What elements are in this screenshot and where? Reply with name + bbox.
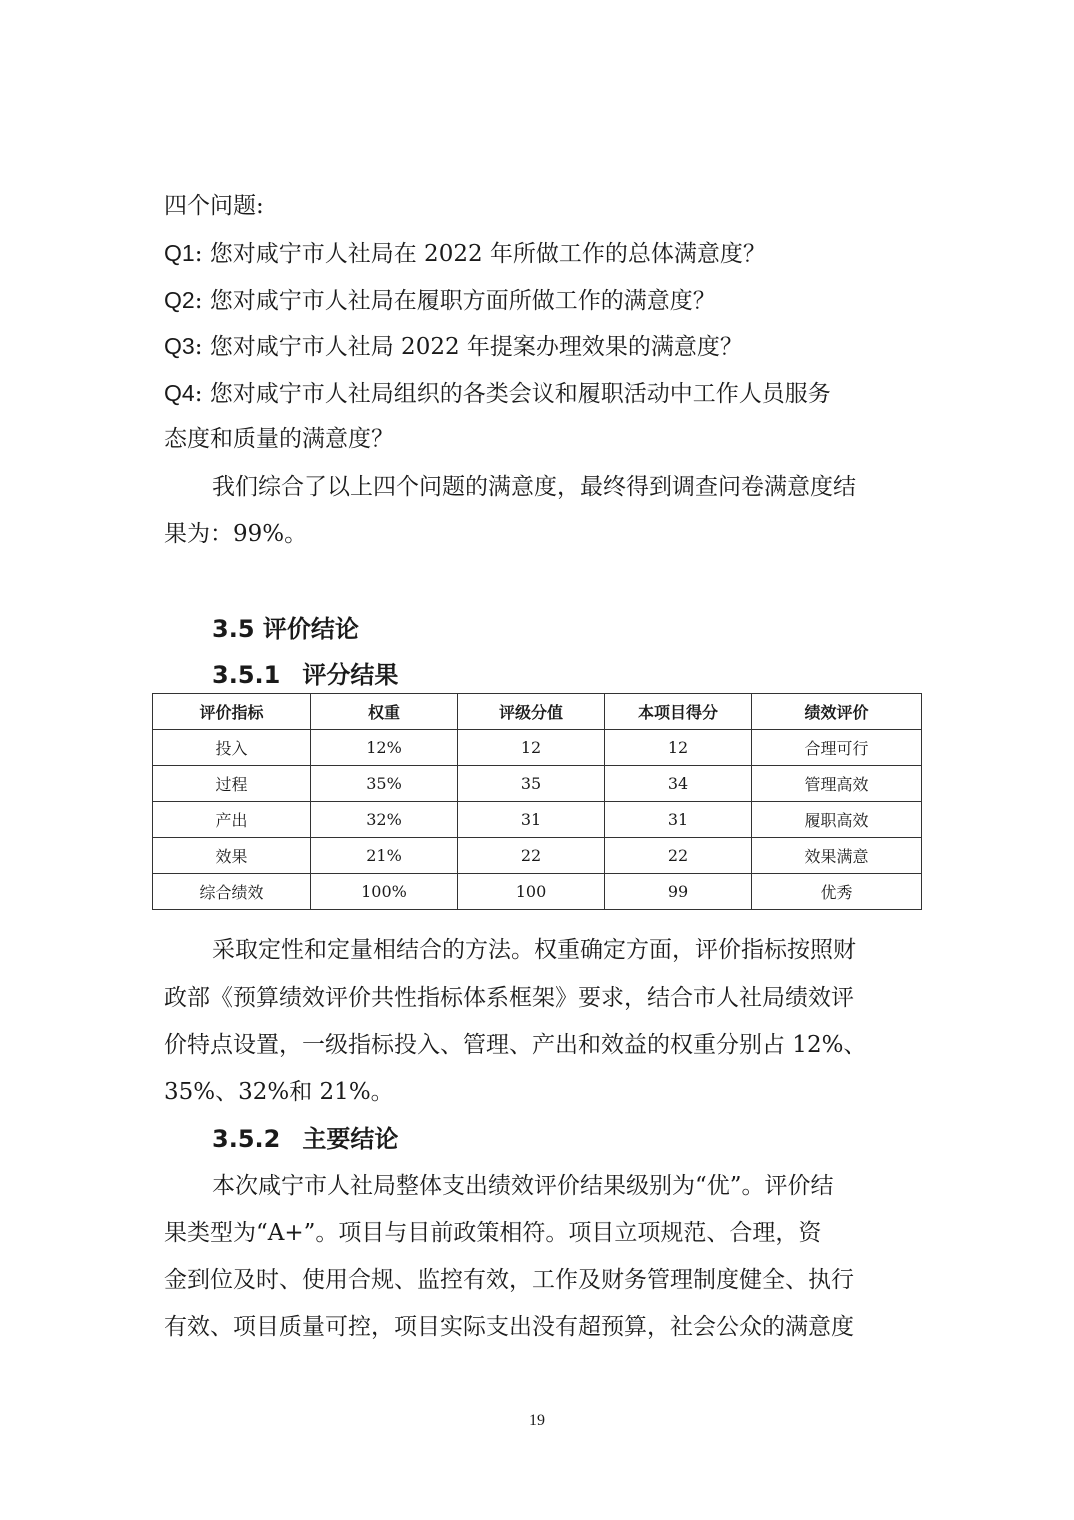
section-heading-3-5-2 <box>212 1124 398 1154</box>
question-label: Q2 <box>164 287 195 313</box>
section-title: 评价结论 <box>262 614 359 643</box>
question-4 <box>164 378 831 409</box>
table-row <box>153 874 922 910</box>
table-cell: 99 <box>605 874 752 910</box>
table-cell: 22 <box>458 838 605 874</box>
section-number: 3.5.2 <box>212 1125 281 1153</box>
question-1 <box>164 238 766 269</box>
table-cell: 34 <box>605 766 752 802</box>
table-cell: 12% <box>311 730 458 766</box>
question-label: Q1 <box>164 240 195 266</box>
table-cell: 效果 <box>153 838 311 874</box>
table-header: 本项目得分 <box>605 694 752 730</box>
table-row <box>153 838 922 874</box>
question-4-continued: 态度和质量的满意度？ <box>164 426 394 452</box>
table-cell: 综合绩效 <box>153 874 311 910</box>
table-header: 评价指标 <box>153 694 311 730</box>
method-paragraph-line: 政部《预算绩效评价共性指标体系框架》要求，结合市人社局绩效评 <box>164 985 854 1011</box>
table-header: 评级分值 <box>458 694 605 730</box>
table-cell: 100 <box>458 874 605 910</box>
table-cell: 12 <box>458 730 605 766</box>
question-text: : 您对咸宁市人社局在 2022 年所做工作的总体满意度？ <box>194 241 766 267</box>
table-cell: 21% <box>311 838 458 874</box>
question-text: : 您对咸宁市人社局在履职方面所做工作的满意度？ <box>194 288 716 314</box>
table-cell: 合理可行 <box>752 730 922 766</box>
table-cell: 22 <box>605 838 752 874</box>
table-cell: 12 <box>605 730 752 766</box>
question-label: Q3 <box>164 333 195 359</box>
table-cell: 31 <box>605 802 752 838</box>
table-cell: 35 <box>458 766 605 802</box>
summary-line: 果为：99%。 <box>164 521 308 547</box>
table-cell: 100% <box>311 874 458 910</box>
table-header: 权重 <box>311 694 458 730</box>
table-cell: 31 <box>458 802 605 838</box>
question-text: : 您对咸宁市人社局组织的各类会议和履职活动中工作人员服务 <box>194 381 831 407</box>
intro-text: 四个问题: <box>164 193 264 219</box>
table-cell: 效果满意 <box>752 838 922 874</box>
table-header-row <box>153 694 922 730</box>
method-paragraph-line: 价特点设置，一级指标投入、管理、产出和效益的权重分别占 12%、 <box>164 1032 867 1058</box>
table-cell: 履职高效 <box>752 802 922 838</box>
method-paragraph-line: 采取定性和定量相结合的方法。权重确定方面，评价指标按照财 <box>212 937 856 963</box>
conclusion-paragraph-line: 有效、项目质量可控，项目实际支出没有超预算，社会公众的满意度 <box>164 1314 854 1340</box>
question-label: Q4 <box>164 380 195 406</box>
conclusion-paragraph-line: 本次咸宁市人社局整体支出绩效评价结果级别为“优”。评价结 <box>212 1173 834 1199</box>
section-title: 评分结果 <box>302 660 399 689</box>
conclusion-paragraph-line: 金到位及时、使用合规、监控有效，工作及财务管理制度健全、执行 <box>164 1267 854 1293</box>
section-heading-3-5 <box>212 614 359 644</box>
table-row <box>153 802 922 838</box>
table-cell: 优秀 <box>752 874 922 910</box>
summary-line: 我们综合了以上四个问题的满意度，最终得到调查问卷满意度结 <box>212 474 856 500</box>
table-row <box>153 730 922 766</box>
section-heading-3-5-1 <box>212 660 398 690</box>
section-number: 3.5.1 <box>212 661 281 689</box>
table-cell: 产出 <box>153 802 311 838</box>
question-2 <box>164 285 716 316</box>
table-header: 绩效评价 <box>752 694 922 730</box>
table-cell: 32% <box>311 802 458 838</box>
score-table <box>152 693 922 910</box>
section-title: 主要结论 <box>302 1124 399 1153</box>
section-number: 3.5 <box>212 615 255 643</box>
table-cell: 管理高效 <box>752 766 922 802</box>
page-number: 19 <box>529 1412 545 1429</box>
question-text: : 您对咸宁市人社局 2022 年提案办理效果的满意度？ <box>194 334 743 360</box>
table-cell: 投入 <box>153 730 311 766</box>
conclusion-paragraph-line: 果类型为“A+”。项目与目前政策相符。项目立项规范、合理，资 <box>164 1220 822 1246</box>
table-cell: 过程 <box>153 766 311 802</box>
table-cell: 35% <box>311 766 458 802</box>
table-row <box>153 766 922 802</box>
question-3 <box>164 331 743 362</box>
method-paragraph-line: 35%、32%和 21%。 <box>164 1079 394 1105</box>
